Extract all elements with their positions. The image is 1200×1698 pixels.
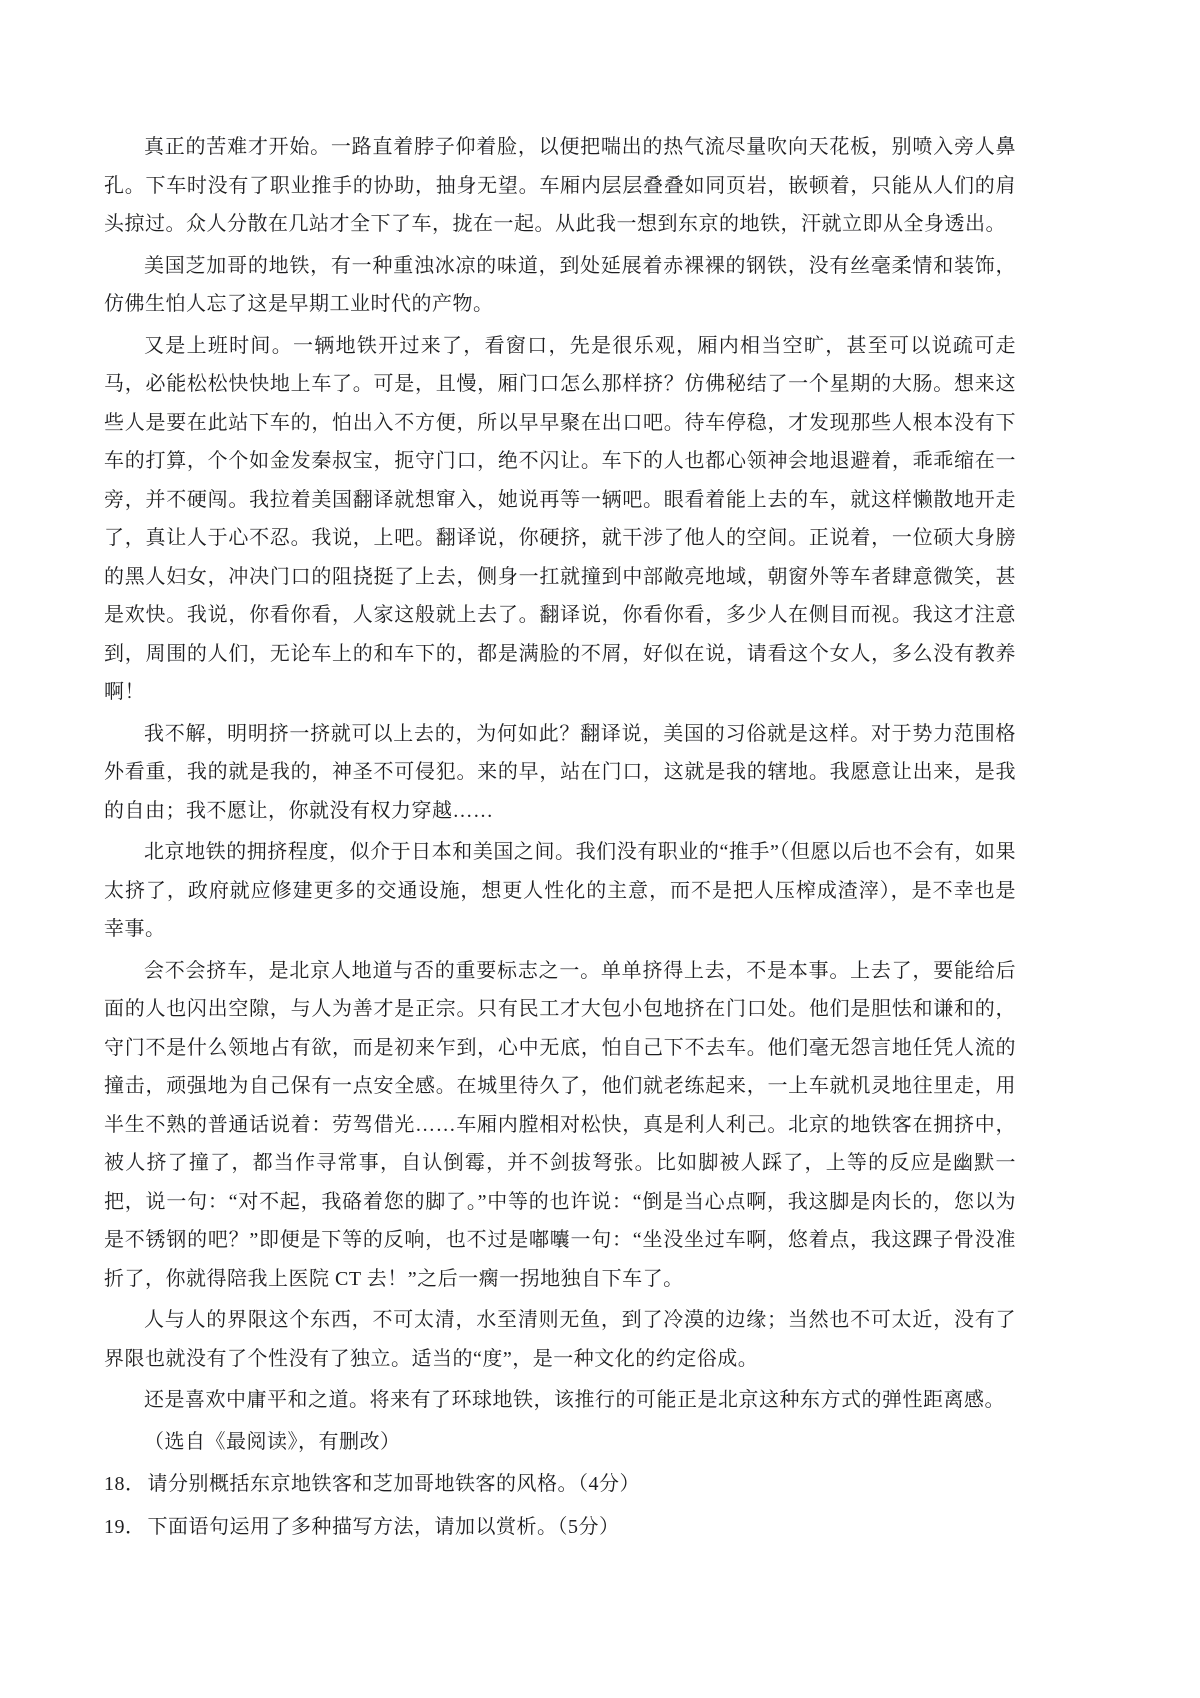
question-number: 18．	[104, 1473, 146, 1495]
essay-paragraph: 北京地铁的拥挤程度，似介于日本和美国之间。我们没有职业的“推手”（但愿以后也不会有，如果太挤了，政府就应修建更多的交通设施，想更人性化的主意，而不是把人压榨成渣滓），是不幸也是幸事。	[104, 841, 1016, 940]
essay-paragraph: 又是上班时间。一辆地铁开过来了，看窗口，先是很乐观，厢内相当空旷，甚至可以说疏可走马，必能松松快快地上车了。可是，且慢，厢门口怎么那样挤？仿佛秘结了一个星期的大肠。想来这些人是要在此站下车的，怕出入不方便，所以早早聚在出口吧。待车停稳，才发现那些人根本没有下车的打算，个个如金发秦叔宝，扼守门口，绝不闪让。车下的人也都心领神会地退避着，乖乖缩在一旁，并不硬闯。我拉着美国翻译就想窜入，她说再等一辆吧。眼看着能上去的车，就这样懒散地开走了，真让人于心不忍。我说，上吧。翻译说，你硬挤，就干涉了他人的空间。正说着，一位硕大身膀的黑人妇女，冲决门口的阻挠挺了上去，侧身一扛就撞到中部敞亮地域，朝窗外等车者肆意微笑，甚是欢快。我说，你看你看，人家这般就上去了。翻译说，你看你看，多少人在侧目而视。我这才注意到，周围的人们，无论车上的和车下的，都是满脸的不屑，好似在说，请看这个女人，多么没有教养啊！	[104, 334, 1016, 703]
essay-paragraph: 人与人的界限这个东西，不可太清，水至清则无鱼，到了冷漠的边缘；当然也不可太近，没有了界限也就没有了个性没有了独立。适当的“度”，是一种文化的约定俗成。	[104, 1309, 1016, 1370]
question-text: 下面语句运用了多种描写方法，请加以赏析。（5分）	[147, 1516, 620, 1538]
question-number: 19．	[104, 1516, 146, 1538]
essay-paragraph: 美国芝加哥的地铁，有一种重浊冰凉的味道，到处延展着赤裸裸的钢铁，没有丝毫柔情和装饰，仿佛生怕人忘了这是早期工业时代的产物。	[104, 254, 1016, 315]
document-page	[104, 128, 1016, 1550]
source-attribution: （选自《最阅读》，有删改）	[144, 1430, 401, 1453]
essay-paragraph: 会不会挤车，是北京人地道与否的重要标志之一。单单挤得上去，不是本事。上去了，要能给后面的人也闪出空隙，与人为善才是正宗。只有民工才大包小包地挤在门口处。他们是胆怯和谦和的，守门不是什么领地占有欲，而是初来乍到，心中无底，怕自己下不去车。他们毫无怨言地任凭人流的撞击，顽强地为自己保有一点安全感。在城里待久了，他们就老练起来，一上车就机灵地往里走，用半生不熟的普通话说着：劳驾借光……车厢内膛相对松快，真是利人利己。北京的地铁客在拥挤中，被人挤了撞了，都当作寻常事，自认倒霉，并不剑拔弩张。比如脚被人踩了，上等的反应是幽默一把，说一句：“对不起，我硌着您的脚了。”中等的也许说：“倒是当心点啊，我这脚是肉长的，您以为是不锈钢的吧？”即便是下等的反响，也不过是嘟囔一句：“坐没坐过车啊，悠着点，我这踝子骨没准折了，你就得陪我上医院 CT 去！”之后一瘸一拐地独自下车了。	[104, 959, 1016, 1290]
essay-paragraph: 真正的苦难才开始。一路直着脖子仰着脸，以便把喘出的热气流尽量吹向天花板，别喷入旁人鼻孔。下车时没有了职业推手的协助，抽身无望。车厢内层层叠叠如同页岩，嵌顿着，只能从人们的肩头掠过。众人分散在几站才全下了车，拢在一起。从此我一想到东京的地铁，汗就立即从全身透出。	[104, 136, 1016, 235]
essay-paragraph: 还是喜欢中庸平和之道。将来有了环球地铁，该推行的可能正是北京这种东方式的弹性距离感。	[144, 1389, 1005, 1411]
question-19	[104, 1507, 1016, 1547]
question-18	[104, 1464, 1016, 1504]
essay-paragraph: 我不解，明明挤一挤就可以上去的，为何如此？翻译说，美国的习俗就是这样。对于势力范围格外看重，我的就是我的，神圣不可侵犯。来的早，站在门口，这就是我的辖地。我愿意让出来，是我的自由；我不愿让，你就没有权力穿越……	[104, 722, 1016, 822]
question-text: 请分别概括东京地铁客和芝加哥地铁客的风格。（4分）	[147, 1473, 640, 1495]
